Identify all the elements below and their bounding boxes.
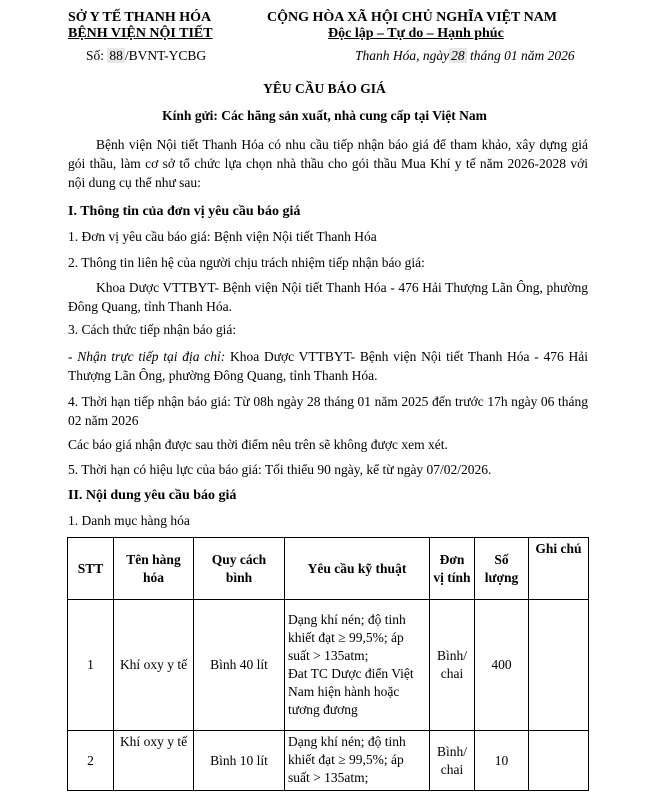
document-title: YÊU CẦU BÁO GIÁ	[263, 81, 386, 96]
direct-delivery	[68, 347, 588, 385]
section-2-heading: II. Nội dung yêu cầu báo giá	[68, 488, 237, 503]
cell-unit: Bình/ chai	[430, 731, 475, 791]
cell-stt: 2	[68, 731, 114, 791]
intro-paragraph: Bệnh viện Nội tiết Thanh Hóa có nhu cầu tiếp nhận báo giá để tham khảo, xây dựng giá gói thầu, làm cơ sở tổ chức lựa chọn nhà thầu cho gói thầu Mua Khí y tế năm 2026-2028 với nội dung cụ thể như sau:	[68, 137, 588, 190]
cell-tech	[285, 600, 430, 731]
cell-name: Khí oxy y tế	[114, 731, 194, 791]
cell-tech-line-1: Dạng khí nén; độ tinh khiết đạt ≥ 99,5%; áp suất > 135atm;	[288, 734, 406, 785]
date-day: 28	[451, 48, 465, 63]
direct-delivery-label: - Nhận trực tiếp tại địa chỉ:	[68, 349, 226, 364]
cell-note	[529, 731, 589, 791]
cell-tech	[285, 731, 430, 791]
hospital-name: BỆNH VIỆN NỘI TIẾT	[68, 26, 213, 41]
direct-delivery-text: Khoa Dược VTTBYT- Bệnh viện Nội tiết Thanh Hóa - 476 Hải Thượng Lãn Ông, phường Đông Quang, tỉnh Thanh Hóa.	[68, 349, 588, 383]
late-submission-note: Các báo giá nhận được sau thời điểm nêu trên sẽ không được xem xét.	[68, 437, 448, 452]
table-row	[68, 600, 589, 731]
national-motto	[328, 26, 504, 42]
cell-qty: 400	[475, 600, 529, 731]
doc-number-value: 88	[109, 48, 123, 63]
section-1-item-3: 3. Cách thức tiếp nhận báo giá:	[68, 322, 237, 337]
section-1-item-1: 1. Đơn vị yêu cầu báo giá: Bệnh viện Nội tiết Thanh Hóa	[68, 229, 377, 244]
doc-number-prefix: Số:	[86, 48, 105, 63]
cell-unit: Bình/ chai	[430, 600, 475, 731]
cell-qty: 10	[475, 731, 529, 791]
section-2-item-1: 1. Danh mục hàng hóa	[68, 513, 190, 528]
cell-spec: Bình 40 lít	[194, 600, 285, 731]
national-title: CỘNG HÒA XÃ HỘI CHỦ NGHĨA VIỆT NAM	[267, 10, 558, 25]
header-tech: Yêu cầu kỹ thuật	[285, 538, 430, 600]
doc-number-suffix: /BVNT-YCBG	[124, 48, 207, 63]
cell-stt: 1	[68, 600, 114, 731]
recipient-line: Kính gửi: Các hãng sản xuất, nhà cung cấp tại Việt Nam	[162, 108, 487, 123]
section-1-item-4: 4. Thời hạn tiếp nhận báo giá: Từ 08h ngày 28 tháng 01 năm 2025 đến trước 17h ngày 06 tháng 02 năm 2026	[68, 394, 588, 428]
section-1-item-5: 5. Thời hạn có hiệu lực của báo giá: Tối thiểu 90 ngày, kể từ ngày 07/02/2026.	[68, 462, 492, 477]
header-note: Ghi chú	[529, 538, 589, 600]
national-motto-text: Độc lập – Tự do – Hạnh phúc	[328, 26, 504, 41]
goods-table	[67, 537, 589, 791]
cell-spec: Bình 10 lít	[194, 731, 285, 791]
section-1-heading: I. Thông tin của đơn vị yêu cầu báo giá	[68, 204, 301, 219]
header-qty: Số lượng	[475, 538, 529, 600]
header-stt: STT	[68, 538, 114, 600]
document-date	[355, 48, 575, 64]
table-row	[68, 731, 589, 791]
table-header-row	[68, 538, 589, 600]
date-rest: tháng 01 năm 2026	[470, 48, 575, 63]
document-number	[86, 48, 206, 64]
contact-address: Khoa Dược VTTBYT- Bệnh viện Nội tiết Thanh Hóa - 476 Hải Thượng Lãn Ông, phường Đông Quang, tỉnh Thanh Hóa.	[68, 280, 588, 314]
cell-name: Khí oxy y tế	[114, 600, 194, 731]
date-prefix: Thanh Hóa, ngày	[355, 48, 450, 63]
header-unit: Đơn vị tính	[430, 538, 475, 600]
cell-tech-line-2: Đat TC Dược điển Việt Nam hiện hành hoặc tương đương	[288, 666, 414, 717]
header-name: Tên hàng hóa	[114, 538, 194, 600]
cell-note	[529, 600, 589, 731]
header-spec: Quy cách bình	[194, 538, 285, 600]
cell-tech-line-1: Dạng khí nén; độ tinh khiết đạt ≥ 99,5%; áp suất > 135atm;	[288, 612, 406, 663]
agency-name: SỞ Y TẾ THANH HÓA	[68, 10, 212, 25]
section-1-item-2: 2. Thông tin liên hệ của người chịu trách nhiệm tiếp nhận báo giá:	[68, 255, 425, 270]
